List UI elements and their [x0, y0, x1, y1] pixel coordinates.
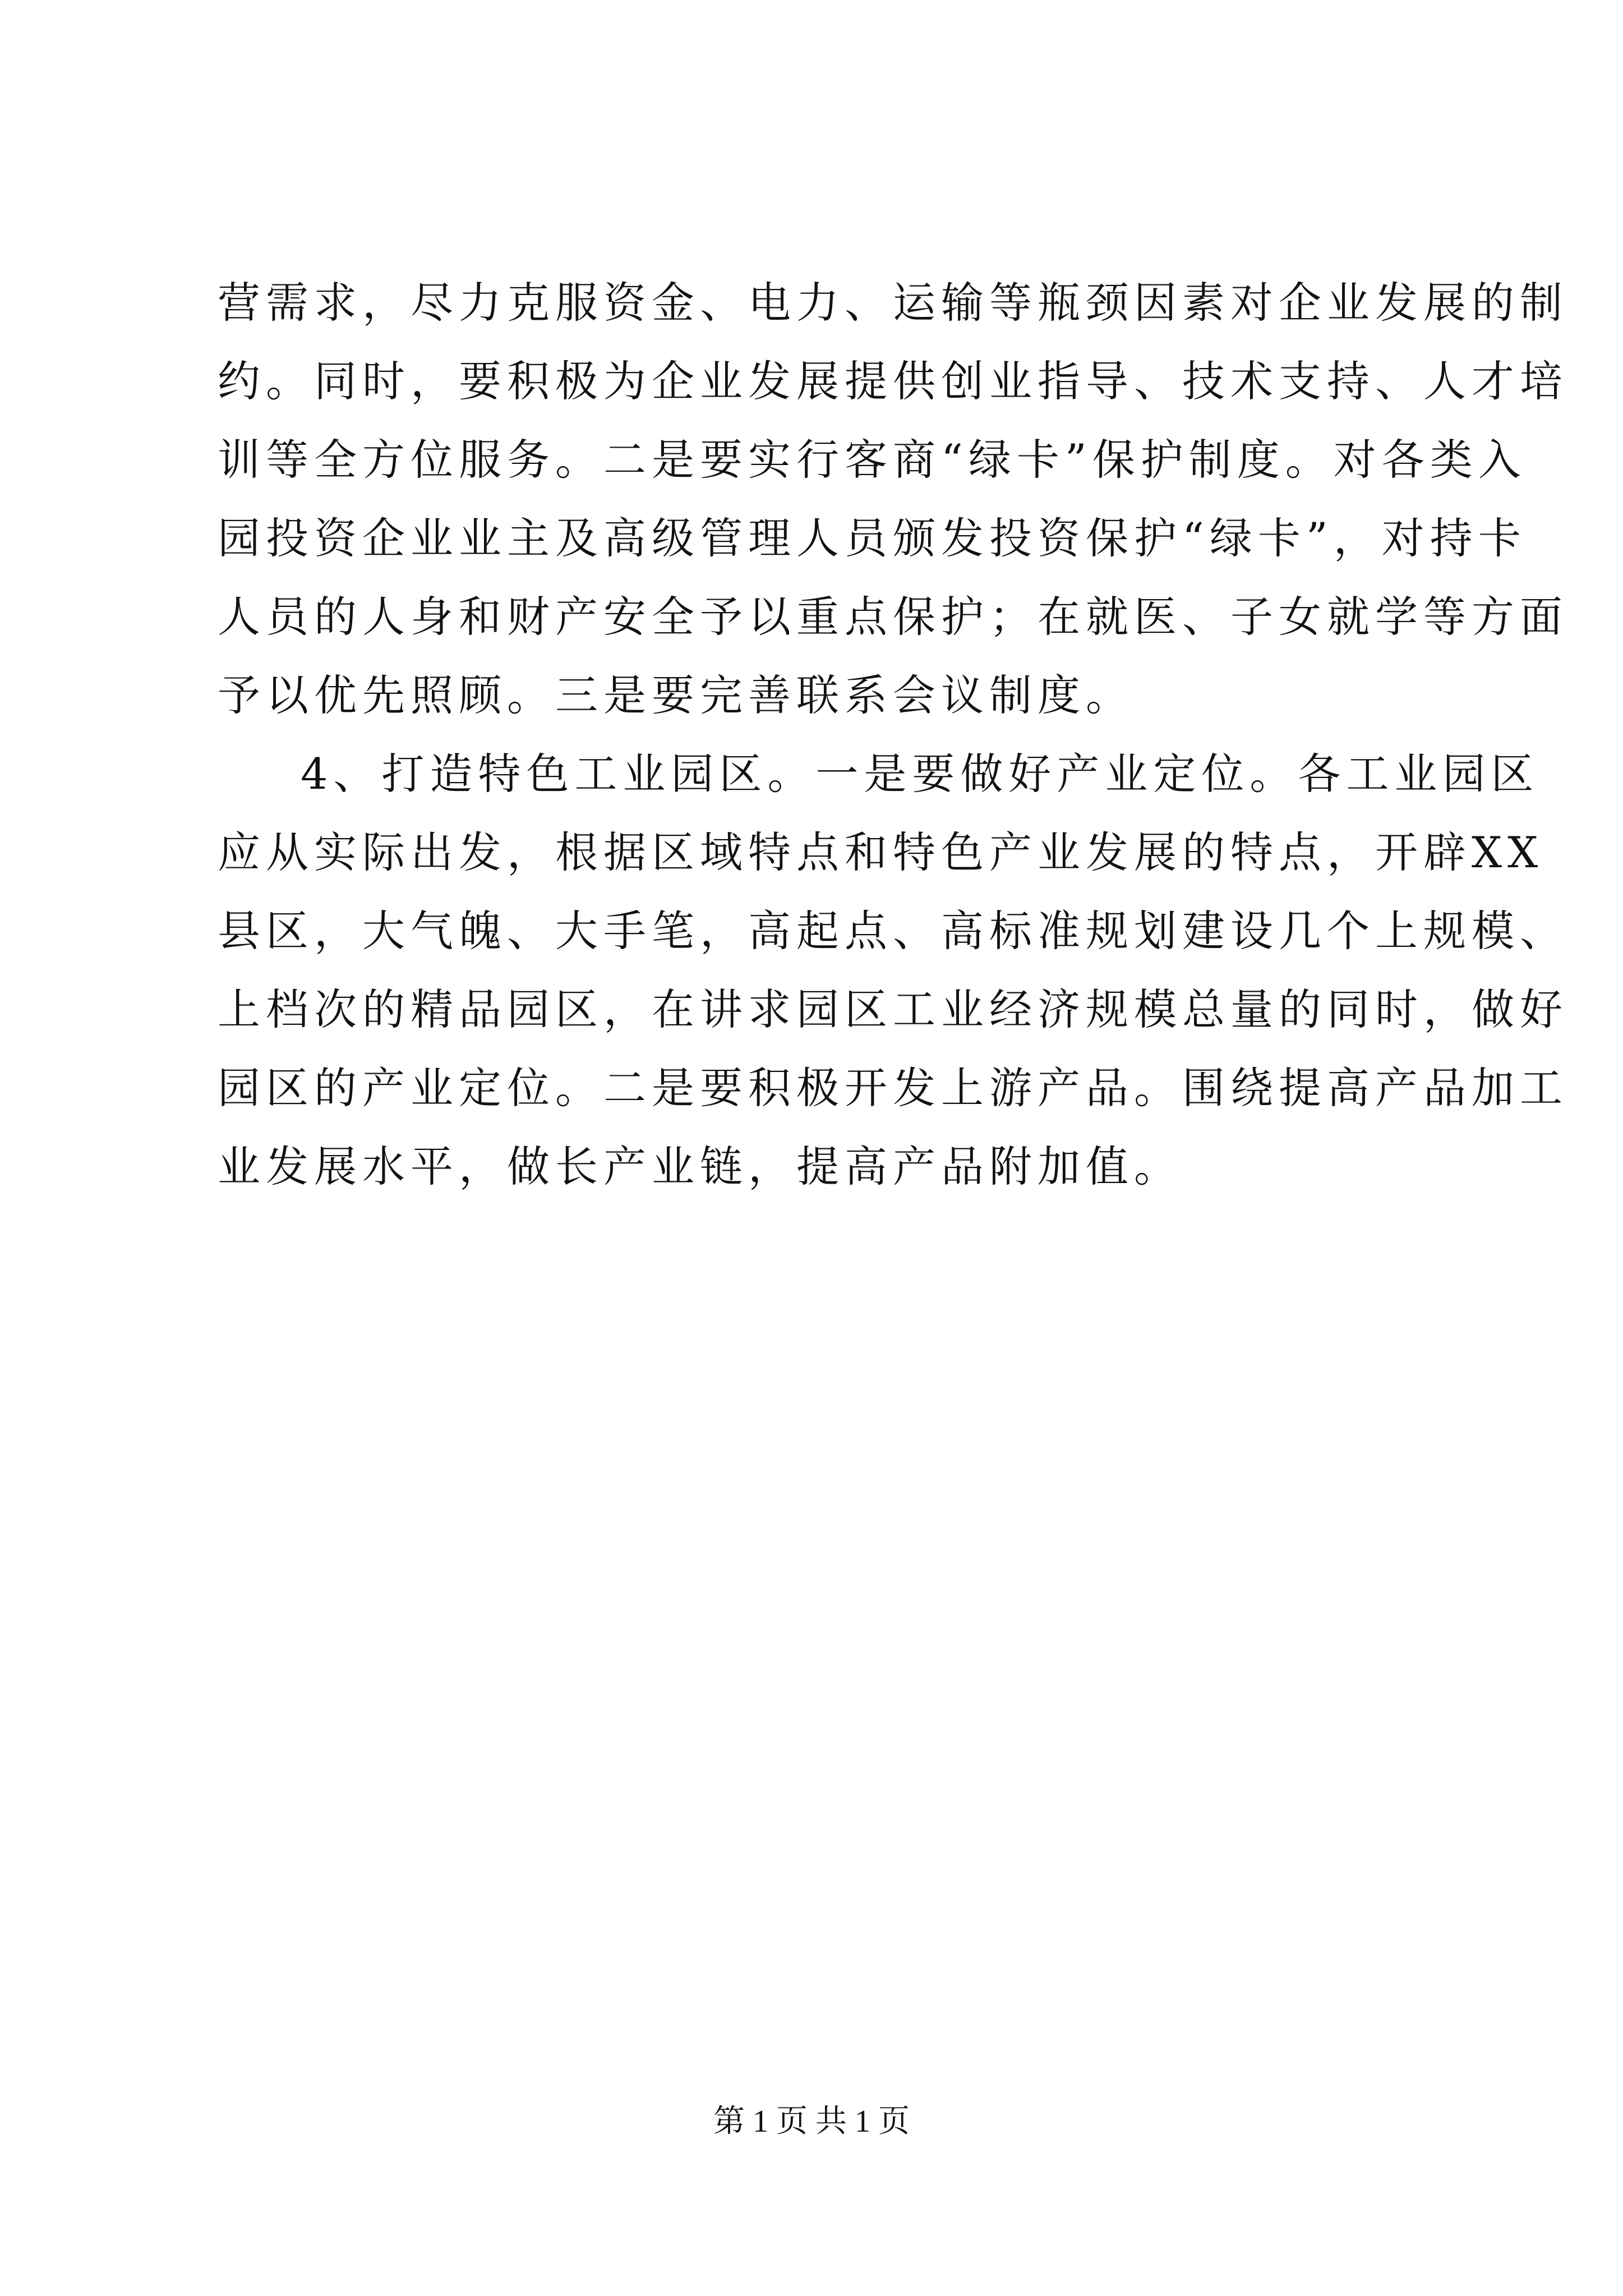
- text-line: 人员的人身和财产安全予以重点保护；在就医、子女就学等方面: [218, 592, 1568, 642]
- text-line: 营需求，尽力克服资金、电力、运输等瓶颈因素对企业发展的制: [218, 278, 1568, 328]
- body-text: [218, 264, 1568, 1206]
- text-line: 业发展水平，做长产业链，提高产品附加值。: [218, 1142, 1182, 1191]
- text-line: 应从实际出发，根据区域特点和特色产业发展的特点，开辟XX: [218, 827, 1544, 877]
- text-line: 约。同时，要积极为企业发展提供创业指导、技术支持、人才培: [218, 356, 1568, 406]
- page-footer: 第 1 页 共 1 页: [713, 2104, 910, 2139]
- text-line: 4、打造特色工业园区。一是要做好产业定位。各工业园区: [301, 749, 1539, 799]
- paragraph-2: [218, 735, 1568, 1206]
- text-line: 上档次的精品园区，在讲求园区工业经济规模总量的同时，做好: [218, 984, 1568, 1034]
- text-line: 予以优先照顾。三是要完善联系会议制度。: [218, 670, 1134, 720]
- paragraph-1: [218, 264, 1568, 735]
- text-line: 园区的产业定位。二是要积极开发上游产品。围绕提高产品加工: [218, 1063, 1568, 1113]
- text-line: 训等全方位服务。二是要实行客商“绿卡”保护制度。对各类入: [218, 435, 1527, 485]
- text-line: 县区，大气魄、大手笔，高起点、高标准规划建设几个上规模、: [218, 906, 1568, 956]
- text-line: 园投资企业业主及高级管理人员颁发投资保护“绿卡”，对持卡: [218, 513, 1527, 563]
